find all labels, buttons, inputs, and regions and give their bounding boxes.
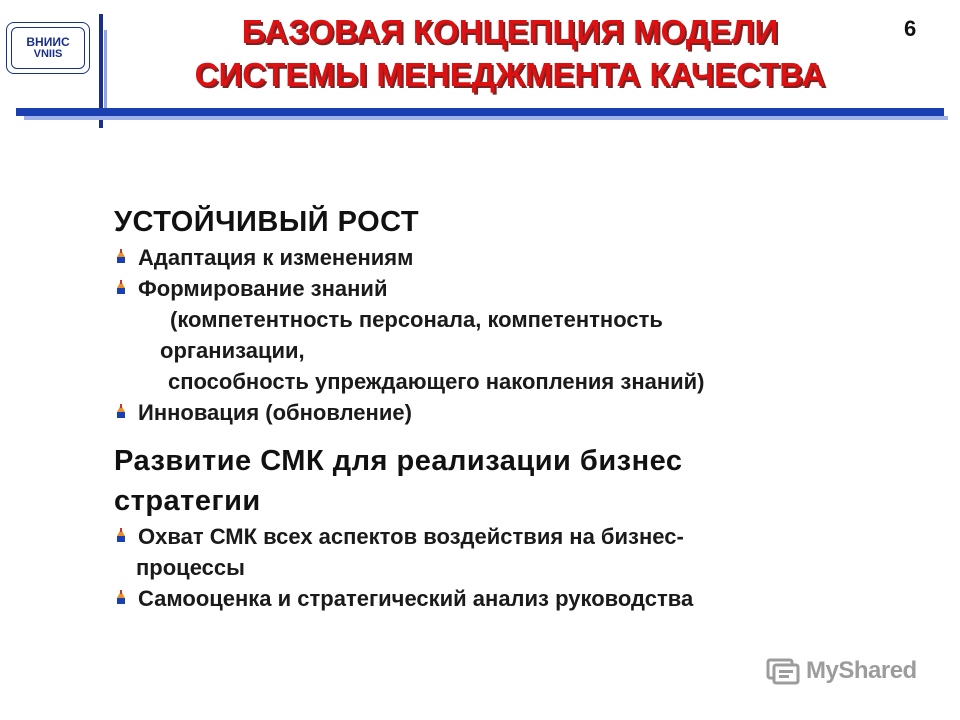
section1-bullet3 [114,397,934,428]
bullet-text: Самооценка и стратегический анализ руководства [138,586,694,611]
myshared-icon [766,655,800,687]
bullet-text: Охват СМК всех аспектов воздействия на бизнес- [138,524,684,549]
section-gap [114,428,934,441]
horizontal-divider [16,108,944,116]
section2-heading-line1: Развитие СМК для реализации бизнес [114,445,683,477]
logo-text-line2: VNIIS [33,47,63,60]
title-line1: БАЗОВАЯ КОНЦЕПЦИЯ МОДЕЛИ [241,13,779,50]
horizontal-divider-shadow [24,116,948,120]
section1-sub1: (компетентность персонала, компетентность [170,307,663,332]
vniis-logo [6,22,90,74]
bullet-icon [114,403,128,420]
section2-heading [114,441,934,521]
bullet-text: Адаптация к изменениям [138,245,414,270]
section1-bullet2 [114,273,934,304]
section2-heading-line2: стратегии [114,485,261,517]
bullet-icon [114,589,128,606]
slide-title [100,10,920,96]
myshared-text: MyShared [806,657,917,684]
section1-heading: УСТОЙЧИВЫЙ РОСТ [114,206,420,238]
myshared-watermark [766,655,917,687]
section2-bullet2 [114,583,934,614]
section1-sub3: способность упреждающего накопления знаний) [168,369,705,394]
page-number: 6 [904,16,917,41]
bullet-icon [114,527,128,544]
slide-content [114,202,934,614]
section1-bullet1 [114,242,934,273]
logo-text-line1: ВНИИС [26,34,70,49]
section2-bullet1 [114,521,934,552]
section1-sub2: организации, [160,338,305,363]
bullet-icon [114,279,128,296]
bullet-icon [114,248,128,265]
title-line2: СИСТЕМЫ МЕНЕДЖМЕНТА КАЧЕСТВА [194,56,826,93]
bullet-text: Инновация (обновление) [138,400,412,425]
bullet-text: Формирование знаний [138,276,388,301]
vniis-logo-inner [11,27,85,69]
section2-bullet1-continuation: процессы [136,555,245,580]
